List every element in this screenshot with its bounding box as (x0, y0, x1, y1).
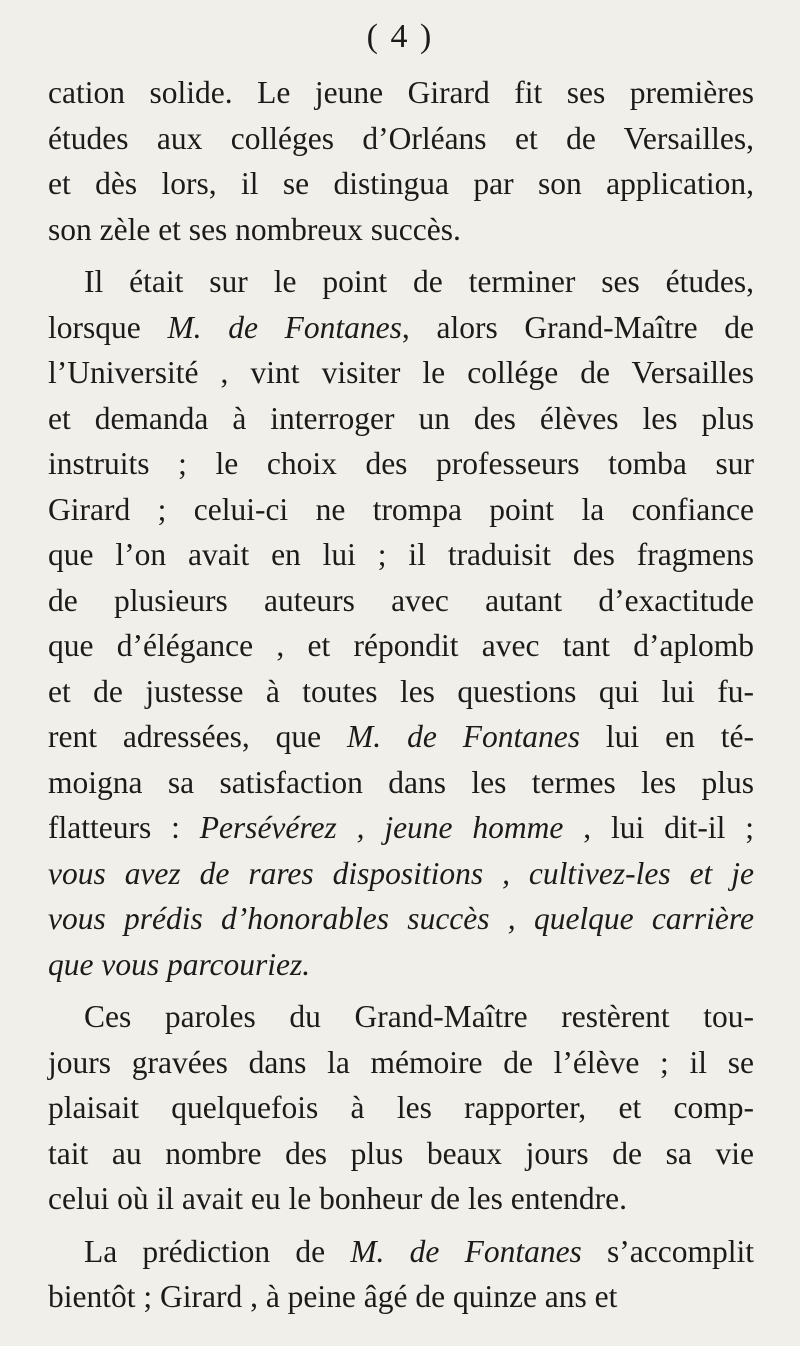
text-line (48, 896, 754, 942)
text-line (48, 116, 754, 162)
text-line (48, 623, 754, 669)
text-line (48, 207, 754, 253)
text-line (48, 1274, 754, 1320)
text-run: s’accomplit (581, 1233, 754, 1269)
body-text (48, 70, 754, 1320)
text-line (48, 305, 754, 351)
text-line (48, 1176, 754, 1222)
text-run: , alors Grand-Maître de (401, 309, 754, 345)
text-line (48, 942, 754, 988)
text-line (48, 851, 754, 897)
text-line (48, 994, 754, 1040)
text-line (48, 70, 754, 116)
text-run: Ces paroles du Grand-Maître restèrent tou- (84, 999, 754, 1034)
text-line (48, 805, 754, 851)
italic-run: M. de Fontanes (347, 719, 580, 754)
text-run: La prédiction de (84, 1233, 351, 1269)
italic-run: que vous parcouriez. (48, 946, 311, 982)
text-run: plaisait quelquefois à les rapporter, et comp- (48, 1090, 754, 1125)
text-run: l’Université , vint visiter le collége de Versailles (48, 355, 754, 390)
text-line (48, 441, 754, 487)
text-line (48, 532, 754, 578)
text-line (48, 396, 754, 442)
text-line (48, 487, 754, 533)
text-line (48, 1131, 754, 1177)
text-line (48, 578, 754, 624)
text-run: que l’on avait en lui ; il traduisit des fragmens (48, 537, 754, 572)
text-run: et de justesse à toutes les questions qui lui fu- (48, 673, 754, 709)
text-run: rent adressées, que (48, 719, 348, 754)
text-run: de plusieurs auteurs avec autant d’exactitude (48, 582, 754, 618)
text-run: flatteurs : (48, 810, 200, 845)
text-line (48, 161, 754, 207)
text-run: bientôt ; Girard , à peine âgé de quinze ans et (48, 1279, 618, 1314)
paragraph-gap (48, 987, 754, 994)
text-line (48, 259, 754, 305)
text-line (48, 669, 754, 715)
paragraph-gap (48, 1222, 754, 1229)
text-run: et demanda à interroger un des élèves les plus (48, 400, 754, 436)
text-run: instruits ; le choix des professeurs tomba sur (48, 446, 754, 481)
text-run: et dès lors, il se distingua par son application, (48, 166, 754, 201)
text-run: Il était sur le point de terminer ses études, (84, 264, 754, 299)
text-line (48, 350, 754, 396)
paragraph (48, 259, 754, 987)
text-run: lui en té- (579, 719, 754, 754)
paragraph (48, 70, 754, 252)
text-run: Girard ; celui-ci ne trompa point la confiance (48, 491, 754, 527)
text-run: études aux colléges d’Orléans et de Versailles, (48, 120, 754, 156)
italic-run: vous prédis d’honorables succès , quelque carrière (48, 901, 754, 936)
paragraph (48, 1229, 754, 1320)
text-line (48, 760, 754, 806)
italic-run: M. de Fontanes (167, 309, 402, 345)
text-run: celui où il avait eu le bonheur de les entendre. (48, 1181, 628, 1216)
text-line (48, 1040, 754, 1086)
text-line (48, 1085, 754, 1131)
text-run: jours gravées dans la mémoire de l’élève ; il se (48, 1044, 754, 1080)
text-run: , lui dit-il ; (563, 810, 754, 845)
paragraph-gap (48, 252, 754, 259)
text-line (48, 1229, 754, 1275)
text-run: lorsque (48, 309, 168, 345)
paragraph (48, 994, 754, 1222)
italic-run: Persévérez , jeune homme (199, 810, 564, 845)
page-number: ( 4 ) (366, 18, 434, 55)
text-run: tait au nombre des plus beaux jours de sa vie (48, 1135, 754, 1171)
text-run: son zèle et ses nombreux succès. (48, 211, 461, 247)
italic-run: vous avez de rares dispositions , cultivez-les et je (48, 855, 754, 891)
italic-run: M. de Fontanes (350, 1233, 582, 1269)
text-run: que d’élégance , et répondit avec tant d’aplomb (48, 628, 754, 663)
text-run: cation solide. Le jeune Girard fit ses premières (48, 75, 754, 110)
text-run: moigna sa satisfaction dans les termes les plus (48, 764, 754, 800)
text-line (48, 714, 754, 760)
